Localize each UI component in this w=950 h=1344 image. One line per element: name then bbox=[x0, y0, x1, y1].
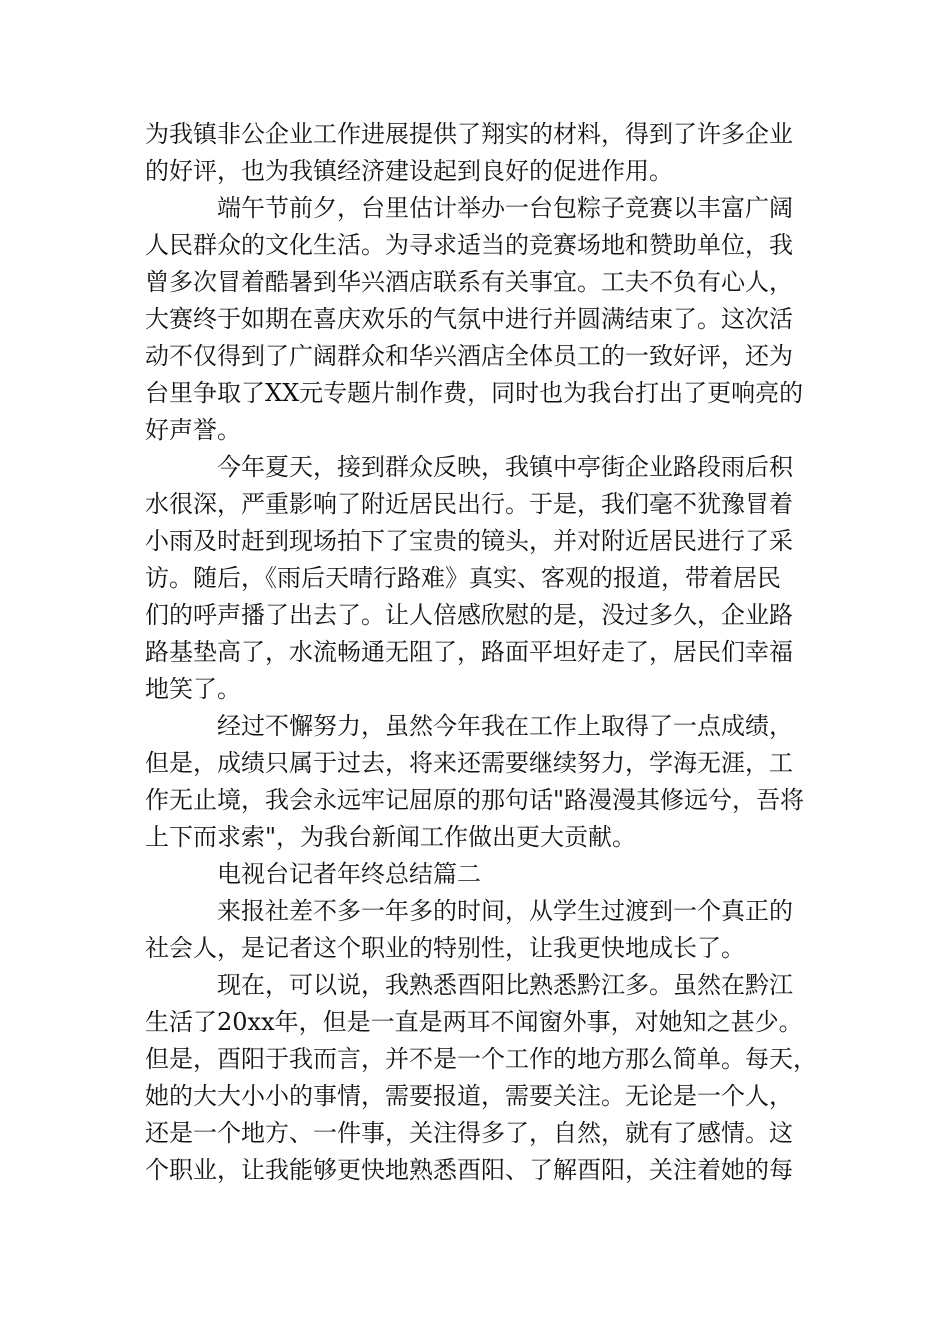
text-line: 小雨及时赶到现场拍下了宝贵的镜头，并对附近居民进行了采 bbox=[145, 527, 793, 555]
text-line: 台里争取了XX元专题片制作费，同时也为我台打出了更响亮的 bbox=[145, 379, 804, 407]
text-line: 还是一个地方、一件事，关注得多了，自然，就有了感情。这 bbox=[145, 1119, 793, 1147]
document-body bbox=[145, 116, 817, 1189]
text-line: 但是，酉阳于我而言，并不是一个工作的地方那么简单。每天， bbox=[145, 1045, 817, 1073]
text-line: 今年夏天，接到群众反映，我镇中亭街企业路段雨后积 bbox=[217, 453, 793, 481]
text-line: 来报社差不多一年多的时间，从学生过渡到一个真正的 bbox=[217, 897, 793, 925]
text-line: 好声誉。 bbox=[145, 416, 241, 444]
text-line: 个职业，让我能够更快地熟悉酉阳、了解酉阳，关注着她的每 bbox=[145, 1156, 793, 1184]
text-line: 现在，可以说，我熟悉酉阳比熟悉黔江多。虽然在黔江 bbox=[217, 971, 793, 999]
text-line: 作无止境，我会永远牢记屈原的那句话"路漫漫其修远兮，吾将 bbox=[145, 786, 805, 814]
text-line: 人民群众的文化生活。为寻求适当的竞赛场地和赞助单位，我 bbox=[145, 231, 793, 259]
text-line: 但是，成绩只属于过去，将来还需要继续努力，学海无涯，工 bbox=[145, 749, 793, 777]
text-line: 水很深，严重影响了附近居民出行。于是，我们毫不犹豫冒着 bbox=[145, 490, 793, 518]
text-line: 地笑了。 bbox=[145, 675, 241, 703]
text-line: 她的大大小小的事情，需要报道，需要关注。无论是一个人， bbox=[145, 1082, 793, 1110]
text-line: 曾多次冒着酷暑到华兴酒店联系有关事宜。工夫不负有心人， bbox=[145, 268, 793, 296]
text-line: 们的呼声播了出去了。让人倍感欣慰的是，没过多久，企业路 bbox=[145, 601, 793, 629]
text-line: 为我镇非公企业工作进展提供了翔实的材料，得到了许多企业 bbox=[145, 120, 793, 148]
text-line: 的好评，也为我镇经济建设起到良好的促进作用。 bbox=[145, 157, 673, 185]
text-line: 访。随后，《雨后天晴行路难》真实、客观的报道，带着居民 bbox=[145, 564, 781, 592]
text-line: 路基垫高了，水流畅通无阻了，路面平坦好走了，居民们幸福 bbox=[145, 638, 793, 666]
text-line: 大赛终于如期在喜庆欢乐的气氛中进行并圆满结束了。这次活 bbox=[145, 305, 793, 333]
text-line: 生活了20xx年，但是一直是两耳不闻窗外事，对她知之甚少。 bbox=[145, 1008, 803, 1036]
text-line: 电视台记者年终总结篇二 bbox=[217, 860, 481, 888]
text-line: 经过不懈努力，虽然今年我在工作上取得了一点成绩， bbox=[217, 712, 793, 740]
text-line: 上下而求索"，为我台新闻工作做出更大贡献。 bbox=[145, 823, 637, 851]
text-line: 社会人，是记者这个职业的特别性，让我更快地成长了。 bbox=[145, 934, 745, 962]
text-line: 端午节前夕，台里估计举办一台包粽子竞赛以丰富广阔 bbox=[217, 194, 793, 222]
text-line: 动不仅得到了广阔群众和华兴酒店全体员工的一致好评，还为 bbox=[145, 342, 793, 370]
